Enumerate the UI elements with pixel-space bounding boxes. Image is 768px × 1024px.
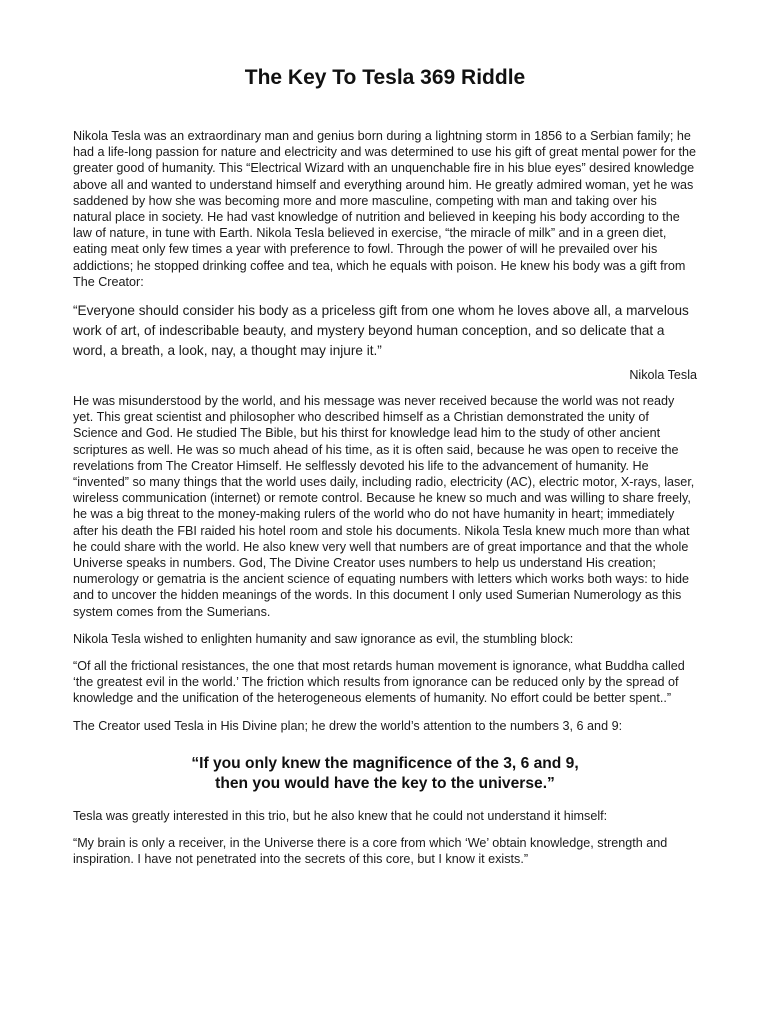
misunderstood-paragraph: He was misunderstood by the world, and his message was never received because the world was not ready yet. This great scientist and philosopher who described himself as a Christian demonstrated the unity of Science and God. He studied The Bible, but his thirst for knowledge lead him to the study of other ancient scriptures as well. He was so much ahead of his time, as it is often said, because he was open to receive the revelations from The Creator Himself. He selflessly devoted his life to the advancement of humanity. He “invented” so many things that the world uses daily, including radio, electricity (AC), electric motor, X-rays, laser, wireless communication (internet) or remote control. Because he knew so much and was willing to share freely, he was a big threat to the money-making rulers of the world who do not have humanity in heart; immediately after his death the FBI raided his hotel room and stole his documents. Nikola Tesla knew much more than what he could share with the world. He also knew very well that numbers are of great importance and that the whole Universe speaks in numbers. God, The Divine Creator uses numbers to help us understand His creation; numerology or gematria is the ancient science of equating numbers with letters which works both ways: to hide and to uncover the hidden meanings of the words. In this document I only used Sumerian Numerology as this system comes from the Sumerians. [73,394,695,619]
numbers-paragraph: The Creator used Tesla in His Divine plan; he drew the world’s attention to the numbers 3, 6 and 9: [73,718,623,733]
key-quote-line-1: “If you only knew the magnificence of the 3, 6 and 9, [191,754,579,772]
intro-paragraph: Nikola Tesla was an extraordinary man and genius born during a lightning storm in 1856 to a Serbian family; he had a life-long passion for nature and electricity and was determined to use his gift of great mental power for the greater good of humanity. This “Electrical Wizard with an unquenchable fire in his blue eyes” desired knowledge above all and wanted to understand himself and everything around him. He greatly admired woman, yet he was saddened by how she was becoming more and more masculine, competing with man and taking over his natural place in society. He had vast knowledge of nutrition and believed in keeping his body according to the law of nature, in tune with Earth. Nikola Tesla believed in exercise, “the miracle of milk” and in a green diet, eating meat only few times a year with preference to fowl. Through the power of will he prevailed over his addictions; he stopped drinking coffee and tea, which he equals with poison. He knew his body was a gift from The Creator: [73,129,697,289]
ignorance-paragraph: Nikola Tesla wished to enlighten humanity and saw ignorance as evil, the stumbling block: [73,631,574,646]
key-quote [73,754,697,794]
document-title: The Key To Tesla 369 Riddle [244,66,526,89]
trio-paragraph: Tesla was greatly interested in this trio, but he also knew that he could not understand it himself: [73,808,608,823]
quote-attribution: Nikola Tesla [629,368,697,383]
body-quote: “Everyone should consider his body as a priceless gift from one whom he loves above all, a marvelous work of art, of indescribable beauty, and mystery beyond human conception, and so delicate that a word, a breath, a look, nay, a thought may injure it.” [73,303,689,359]
key-quote-line-2: then you would have the key to the universe.” [215,774,555,792]
receiver-quote: “My brain is only a receiver, in the Universe there is a core from which ‘We’ obtain knowledge, strength and inspiration. I have not penetrated into the secrets of this core, but I know it exists.” [73,836,668,867]
ignorance-quote: “Of all the frictional resistances, the one that most retards human movement is ignorance, what Buddha called ‘the greatest evil in the world.’ The friction which results from ignorance can be reduced only by the spread of knowledge and the unification of the heterogeneous elements of humanity. No effort could be better spent..” [73,659,685,706]
document-page [73,66,697,879]
